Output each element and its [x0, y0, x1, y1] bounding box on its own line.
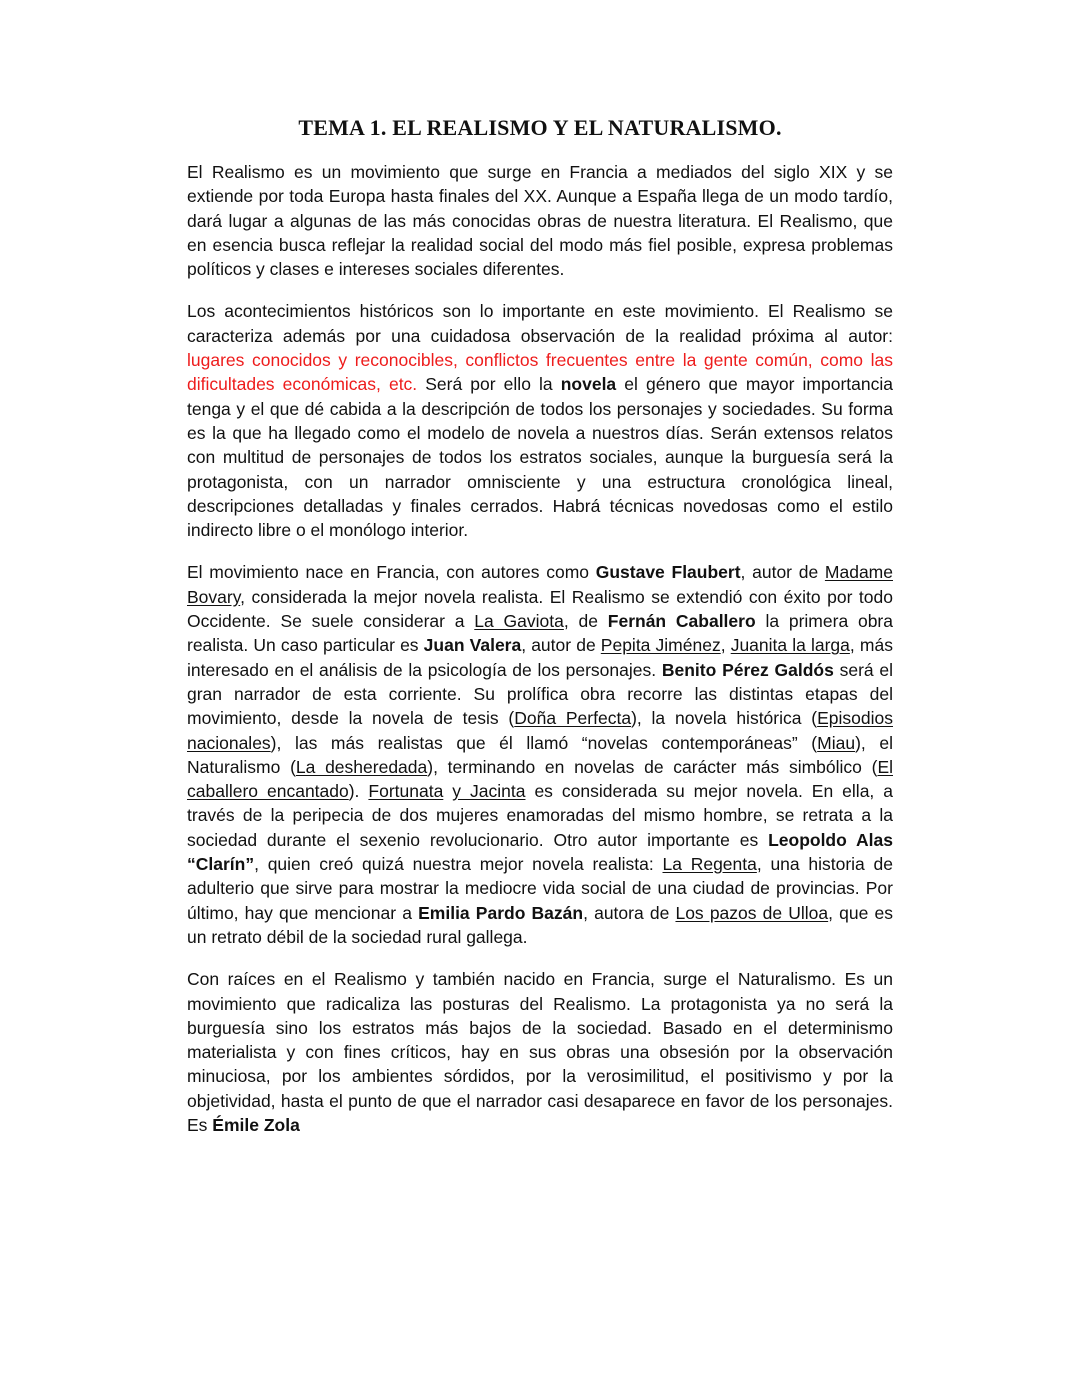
text-run: , autor de: [521, 635, 601, 656]
work-title: Pepita Jiménez: [600, 635, 721, 656]
text-run: ), las más realistas que él llamó “novelas contemporáneas” (: [270, 732, 818, 753]
page-title: TEMA 1. EL REALISMO Y EL NATURALISMO.: [298, 115, 782, 140]
paragraph-authors: [187, 560, 893, 949]
work-title: La desheredada: [295, 756, 428, 777]
text-run: Los acontecimientos históricos son lo importante en este movimiento. El Realismo se caracteriza además por una cuidadosa observación de la realidad próxima al autor:: [187, 301, 893, 346]
highlighted-text: lugares conocidos y reconocibles, conflictos frecuentes entre la gente común, como las dificultades económicas, etc.: [187, 350, 893, 395]
work-title: La Gaviota: [474, 611, 564, 632]
work-title: Juanita la larga: [730, 635, 850, 656]
paragraph-intro: El Realismo es un movimiento que surge en Francia a mediados del siglo XIX y se extiende por toda Europa hasta finales del XX. Aunque a España llega de un modo tardío, dará lugar a algunas de las más conocidas obras de nuestra literatura. El Realismo, que en esencia busca reflejar la realidad social del modo más fiel posible, expresa problemas políticos y clases e intereses sociales diferentes.: [187, 162, 893, 280]
work-title: Doña Perfecta: [514, 708, 632, 729]
text-run: ), el Naturalismo (: [187, 732, 893, 777]
text-run: ).: [348, 781, 369, 802]
text-run: ), la novela histórica (: [631, 708, 818, 729]
text-run: , quien creó quizá nuestra mejor novela realista:: [254, 854, 663, 875]
text-run: el género que mayor importancia tenga y el que dé cabida a la descripción de todos los personajes y sociedades. Su forma es la que ha llegado como el modelo de novela a nuestros días. Serán extensos relatos con multitud de personajes de todos los estratos sociales, aunque la burguesía será la protagonista, con un narrador omnisciente y una estructura cronológica lineal, descripciones detalladas y finales cerrados. Habrá técnicas novedosas como el estilo indirecto libre o el monólogo interior.: [187, 374, 893, 541]
paragraph-characteristics: [187, 299, 893, 542]
text-run: Con raíces en el Realismo y también nacido en Francia, surge el Naturalismo. Es un movimiento que radicaliza las posturas del Realismo. La protagonista ya no será la burguesía sino los estratos más bajos de la sociedad. Basado en el determinismo materialista y con fines críticos, hay en sus obras una obsesión por la observación minuciosa, por los ambientes sórdidos, por la verosimilitud, el positivismo y por la objetividad, hasta el punto de que el narrador casi desaparece en favor de los personajes. Es: [187, 969, 893, 1135]
author-name: Emilia Pardo Bazán: [418, 902, 584, 923]
work-title: Los pazos de Ulloa: [675, 902, 829, 923]
author-name: Juan Valera: [423, 635, 522, 656]
text-run: es considerada su mejor novela. En ella, a través de la peripecia de dos mujeres enamoradas del mismo hombre, se retrata a la sociedad durante el sexenio revolucionario. Otro autor importante es: [187, 781, 893, 850]
text-run: Será por ello la: [417, 374, 561, 395]
author-name: Émile Zola: [212, 1114, 300, 1135]
work-title: Madame Bovary: [187, 562, 893, 607]
author-name: Leopoldo Alas “Clarín”: [187, 829, 893, 875]
text-run: El movimiento nace en Francia, con autores como: [187, 562, 596, 583]
text-run: , autora de: [583, 902, 676, 923]
text-run: será el gran narrador de esta corriente. Su prolífica obra recorre las distintas etapas del movimiento, desde la novela de tesis (: [187, 659, 894, 729]
text-run: , una historia de adulterio que sirve para mostrar la mediocre vida social de una ciudad de provincias. Por último, hay que mencionar a: [187, 854, 893, 923]
work-title: Fortunata: [368, 781, 444, 802]
text-run: , que es un retrato débil de la sociedad rural gallega.: [187, 902, 893, 947]
text-run: la primera obra realista. Un caso particular es: [187, 611, 893, 656]
document-page: [187, 110, 893, 1155]
work-title: El caballero encantado: [187, 756, 893, 802]
text-run: ), terminando en novelas de carácter más simbólico (: [427, 756, 878, 777]
work-title: Miau: [817, 732, 856, 753]
text-run: [443, 781, 452, 801]
work-title: Episodios nacionales: [187, 708, 893, 753]
work-title: y Jacinta: [452, 781, 526, 802]
author-name: Fernán Caballero: [607, 611, 756, 632]
paragraph-naturalism: [187, 967, 893, 1137]
text-run: ,: [720, 635, 731, 656]
bold-term: novela: [560, 374, 617, 395]
text-run: , considerada la mejor novela realista. El Realismo se extendió con éxito por todo Occidente. Se suele considerar a: [187, 586, 893, 632]
text-run: , más interesado en el análisis de la psicología de los personajes.: [187, 635, 893, 680]
author-name: Benito Pérez Galdós: [661, 659, 834, 680]
text-run: , de: [563, 611, 608, 632]
text-run: , autor de: [740, 562, 825, 583]
work-title: La Regenta: [662, 854, 757, 875]
author-name: Gustave Flaubert: [595, 562, 741, 583]
